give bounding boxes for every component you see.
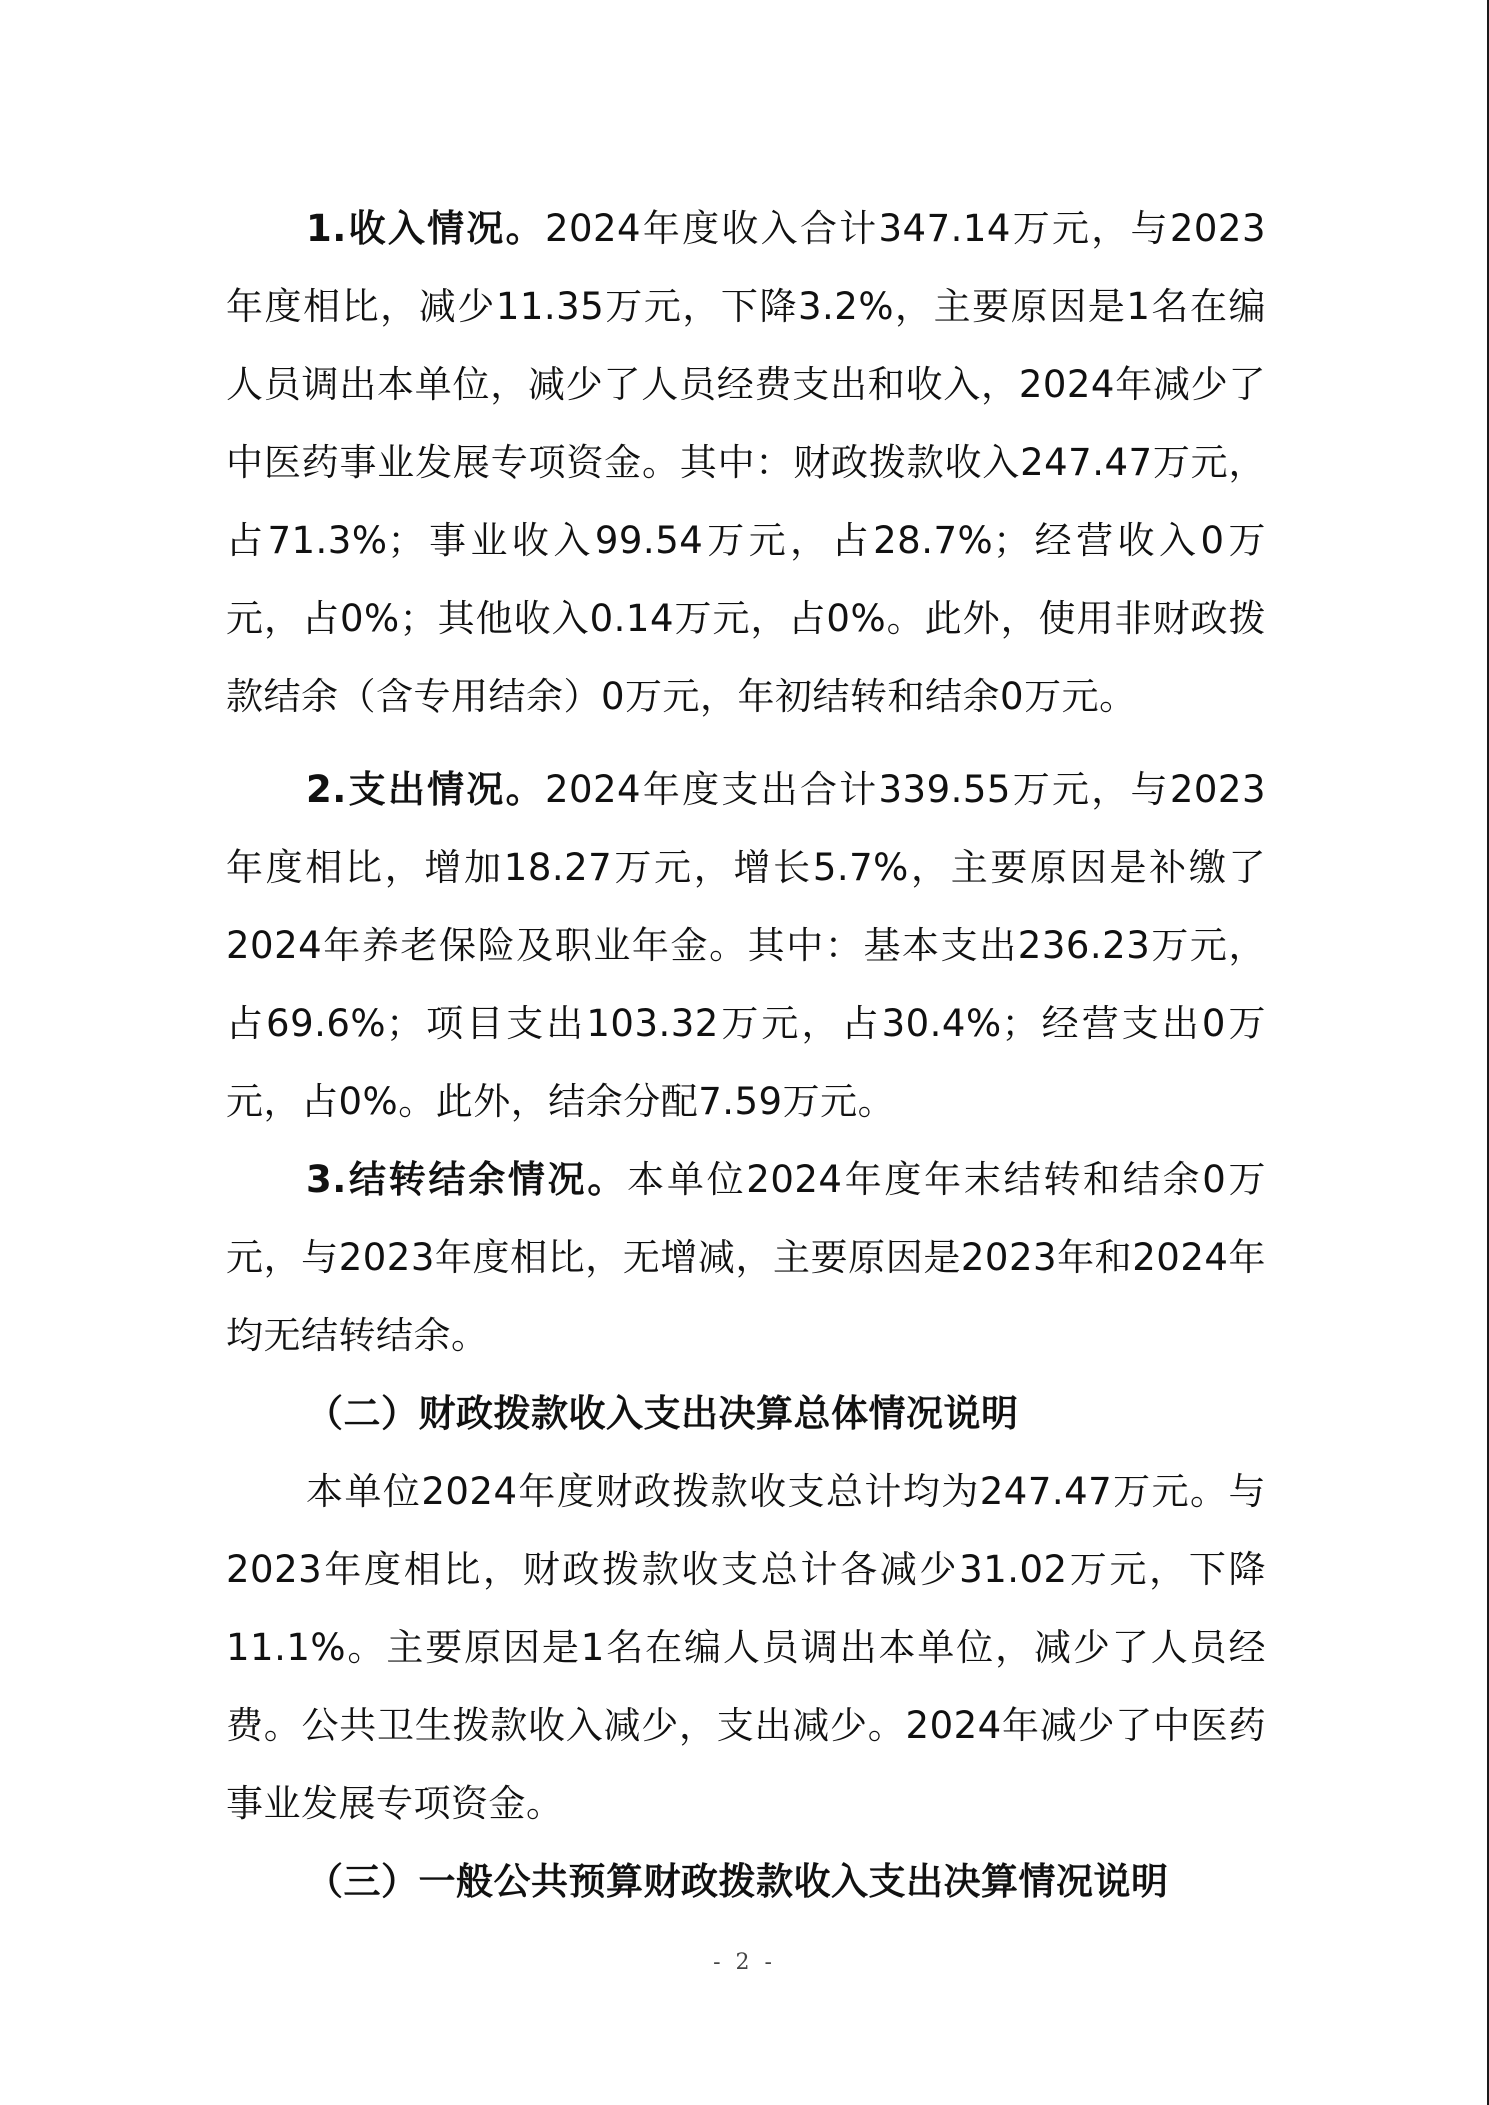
section-two-paragraph: 本单位2024年度财政拨款收支总计均为247.47万元。与2023年度相比，财政拨款收支总计各减少31.02万元，下降11.1%。主要原因是1名在编人员调出本单位，减少了人员经费。公共卫生拨款收入减少，支出减少。2024年减少了中医药事业发展专项资金。: [226, 1470, 1266, 1825]
income-text: 2024年度收入合计347.14万元，与2023年度相比，减少11.35万元，下降3.2%，主要原因是1名在编人员调出本单位，减少了人员经费支出和收入，2024年减少了中医药事业发展专项资金。其中：财政拨款收入247.47万元，占71.3%；事业收入99.54万元，占28.7%；经营收入0万元，占0%；其他收入0.14万元，占0%。此外，使用非财政拨款结余（含专用结余）0万元，年初结转和结余0万元。: [226, 207, 1266, 718]
section-three-heading: （三）一般公共预算财政拨款收入支出决算情况说明: [306, 1860, 1169, 1903]
expenditure-paragraph: [226, 751, 1266, 1141]
income-paragraph: [226, 190, 1266, 736]
expenditure-text: 2024年度支出合计339.55万元，与2023年度相比，增加18.27万元，增长5.7%，主要原因是补缴了2024年养老保险及职业年金。其中：基本支出236.23万元，占69.6%；项目支出103.32万元，占30.4%；经营支出0万元，占0%。此外，结余分配7.59万元。: [226, 768, 1266, 1123]
carryover-text: 本单位2024年度年末结转和结余0万元，与2023年度相比，无增减，主要原因是2023年和2024年均无结转结余。: [226, 1158, 1266, 1357]
carryover-paragraph: [226, 1141, 1266, 1375]
section-two-heading: （二）财政拨款收入支出决算总体情况说明: [306, 1392, 1019, 1435]
page-number: - 2 -: [713, 1950, 776, 1975]
income-heading: 1.收入情况。: [306, 207, 545, 250]
document-body: [226, 190, 1266, 1921]
expenditure-heading: 2.支出情况。: [306, 768, 545, 811]
carryover-heading: 3.结转结余情况。: [306, 1158, 628, 1201]
